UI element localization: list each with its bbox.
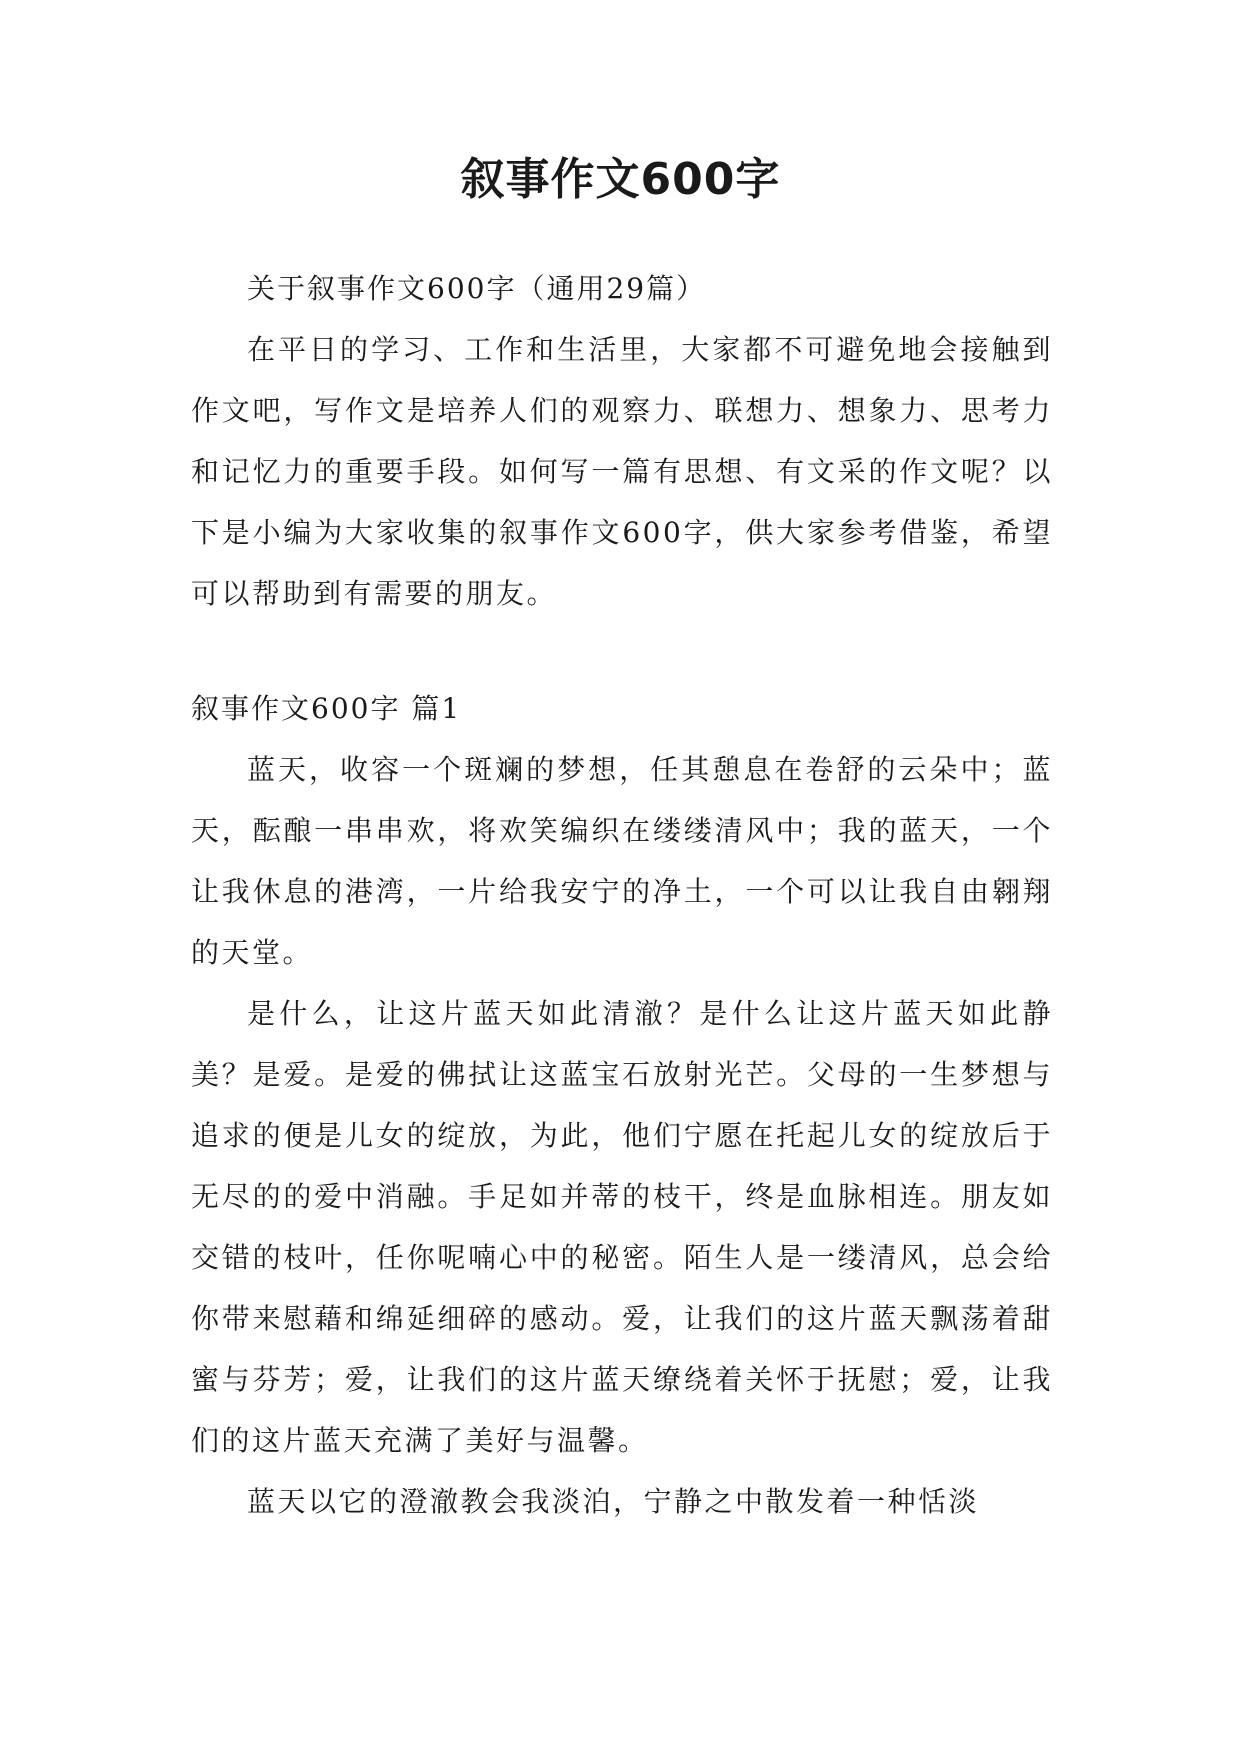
body-paragraph: 是什么，让这片蓝天如此清澈？是什么让这片蓝天如此静美？是爱。是爱的佛拭让这蓝宝石放射光芒。父母的一生梦想与追求的便是儿女的绽放，为此，他们宁愿在托起儿女的绽放后于无尽的的爱中消融。手足如并蒂的枝干，终是血脉相连。朋友如交错的枝叶，任你呢喃心中的秘密。陌生人是一缕清风，总会给你带来慰藉和绵延细碎的感动。爱，让我们的这片蓝天飘荡着甜蜜与芬芳；爱，让我们的这片蓝天缭绕着关怀于抚慰；爱，让我们的这片蓝天充满了美好与温馨。 (191, 997, 1053, 1457)
intro-line: 关于叙事作文600字（通用29篇） (247, 272, 707, 305)
section-heading: 叙事作文600字 篇1 (191, 692, 462, 725)
document-body (191, 258, 1053, 1532)
intro-paragraph: 在平日的学习、工作和生活里，大家都不可避免地会接触到作文吧，写作文是培养人们的观察力、联想力、想象力、思考力和记忆力的重要手段。如何写一篇有思想、有文采的作文呢？以下是小编为大家收集的叙事作文600字，供大家参考借鉴，希望可以帮助到有需要的朋友。 (191, 333, 1053, 610)
body-paragraph: 蓝天，收容一个斑斓的梦想，任其憩息在卷舒的云朵中；蓝天，酝酿一串串欢，将欢笑编织在缕缕清风中；我的蓝天，一个让我休息的港湾，一片给我安宁的净土，一个可以让我自由翱翔的天堂。 (191, 753, 1053, 969)
body-paragraph: 蓝天以它的澄澈教会我淡泊，宁静之中散发着一种恬淡 (247, 1485, 980, 1518)
document-title: 叙事作文600字 (460, 154, 781, 205)
